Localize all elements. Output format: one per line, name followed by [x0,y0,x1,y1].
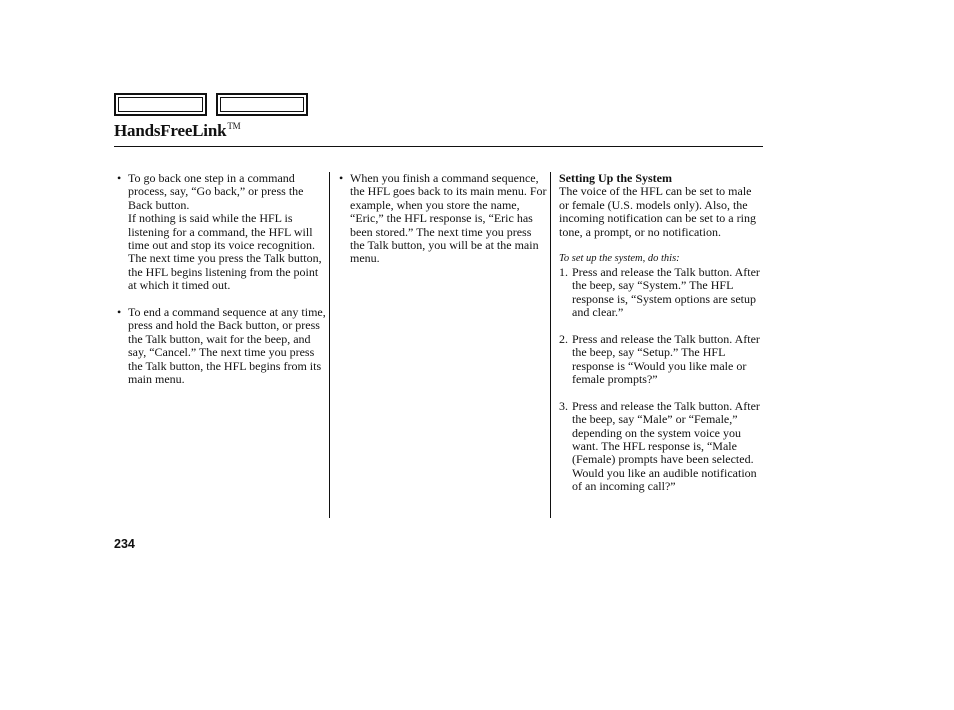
column-3 [559,172,763,494]
column-2 [339,172,547,266]
bullet-paragraph: To go back one step in a command process, say, “Go back,” or press the Back button. [128,171,304,212]
trademark-mark: TM [227,121,241,131]
bullet-item-go-back [117,172,329,293]
bullet-paragraph: When you finish a command sequence, the HFL goes back to its main menu. For example, when you store the name, “Eric,” the HFL response is, “Eric has been stored.” The next time you press the Talk button, you will be at the main menu. [350,171,547,266]
page-number: 234 [114,537,135,551]
bullet-icon: • [117,305,122,320]
intro-paragraph: The voice of the HFL can be set to male or female (U.S. models only). Also, the incoming notification can be set to a ring tone, a prompt, or no notification. [559,184,756,239]
step-number: 2. [559,331,568,346]
spacer [117,293,329,306]
bullet-icon: • [117,171,122,185]
step-text: Press and release the Talk button. After the beep, say “System.” The HFL response is, “System options are setup and clear.” [572,264,760,320]
step-item-2 [559,333,763,387]
section-heading: Setting Up the System [559,171,672,185]
nav-tab-box-2[interactable] [216,93,308,116]
bullet-paragraph: To end a command sequence at any time, press and hold the Back button, or press the Talk button, wait for the beep, and say, “Cancel.” The next time you press the Talk button, the HFL begins from its main menu. [128,305,326,387]
page-title-text: HandsFreeLink [114,121,227,140]
column-divider-1 [329,172,330,518]
step-item-1 [559,266,763,320]
spacer [559,386,763,399]
spacer [559,319,763,332]
header-divider [114,146,763,147]
step-text: Press and release the Talk button. After the beep, say “Male” or “Female,” depending on the system voice you want. The HFL response is, “Male (Female) prompts have been selected. Would you like an audible notification of an incoming call?” [572,398,760,494]
bullet-item-cancel [117,306,329,386]
spacer [559,239,763,252]
bullet-icon: • [339,171,344,185]
column-divider-2 [550,172,551,518]
page-title [114,121,240,141]
instruction-note: To set up the system, do this: [559,253,680,265]
nav-tab-box-1[interactable] [114,93,207,116]
column-1 [117,172,329,386]
bullet-paragraph: If nothing is said while the HFL is listening for a command, the HFL will time out and stop its voice recognition. The next time you press the Talk button, the HFL begins listening from the point at which it timed out. [128,211,322,293]
step-number: 1. [559,264,568,279]
bullet-item-main-menu [339,172,547,266]
step-item-3 [559,400,763,494]
step-number: 3. [559,398,568,413]
step-text: Press and release the Talk button. After the beep, say “Setup.” The HFL response is “Would you like male or female prompts?” [572,331,760,387]
